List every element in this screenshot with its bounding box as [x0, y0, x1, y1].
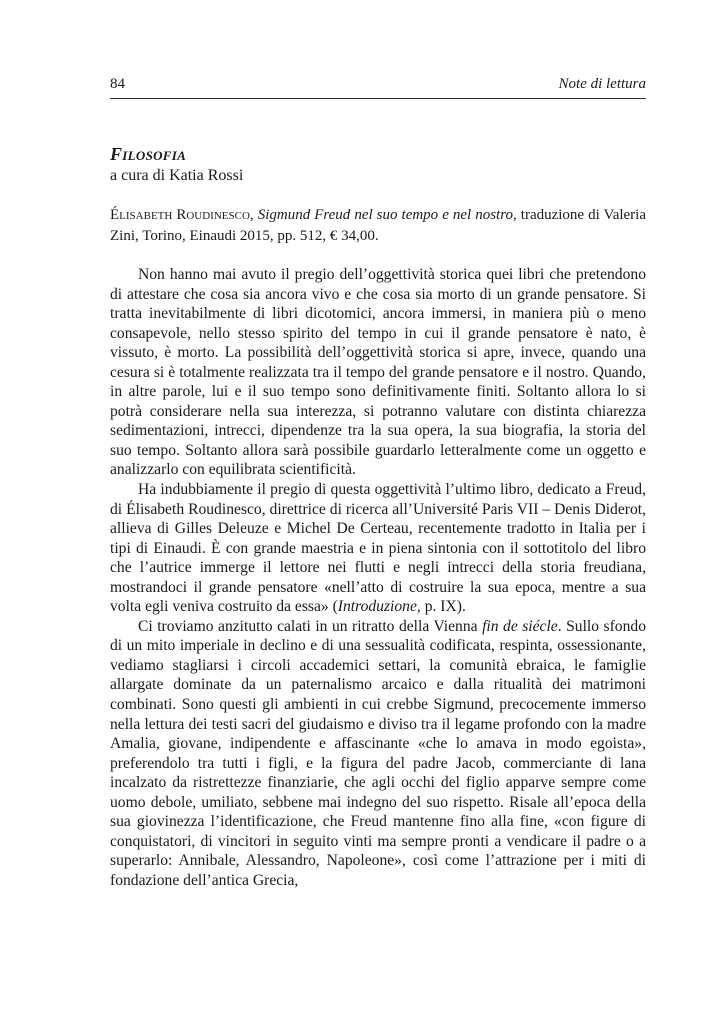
paragraph-2-text-b: , p. IX). — [416, 598, 466, 616]
biblio-separator: , — [249, 207, 258, 223]
paragraph-3 — [110, 617, 646, 891]
section-curator: a cura di Katia Rossi — [110, 167, 244, 184]
paragraph-2-text-a: Ha indubbiamente il pregio di questa oggettività l’ultimo libro, dedicato a Freud, di Élisabeth Roudinesco, direttrice di ricerca all’Université Paris VII – Denis Diderot, allieva di Gilles Deleuze e Michel De Certeau, recentemente tradotto in Italia per i tipi di Einaudi. È con grande maestria e in piena sintonia con il sottotitolo del libro che l’autrice immerge il lettore nei flutti e negli intrecci della storia freudiana, mostrandoci il grande pensatore «nell’atto di costruire la sua epoca, mentre a sua volta egli veniva costruito da essa» ( — [110, 481, 646, 616]
page-number: 84 — [110, 76, 125, 92]
bibliographic-entry — [110, 205, 646, 247]
page-content — [110, 143, 646, 891]
section-title: Filosofia — [110, 144, 187, 164]
paragraph-2 — [110, 480, 646, 617]
book-author: Élisabeth Roudinesco — [110, 207, 250, 223]
running-header — [110, 74, 646, 99]
paragraph-3-text-a: Ci troviamo anzitutto calati in un ritratto della Vienna — [138, 617, 483, 635]
book-title: Sigmund Freud nel suo tempo e nel nostro — [257, 207, 514, 223]
paragraph-1: Non hanno mai avuto il pregio dell’oggettività storica quei libri che pretendono di attestare che cosa sia ancora vivo e che cosa sia morto di un grande pensatore. Si tratta inevitabilmente di libri dicotomici, ancora immersi, in maniera più o meno consapevole, nello stesso spirito del tempo in cui il grande pensatore è nato, è vissuto, è morto. La possibilità dell’oggettività storica si apre, invece, quando una cesura si è totalmente realizzata tra il tempo del grande pensatore e il nostro. Quando, in altre parole, lui e il suo tempo sono definitivamente finiti. Soltanto allora lo si potrà considerare nella sua interezza, si potranno valutare con distinta chiarezza sedimentazioni, intrecci, dipendenze tra la sua opera, la sua biografia, la storia del suo tempo. Soltanto allora sarà possibile guardarlo letteralmente come un oggetto e analizzarlo con equilibrata scientificità. — [110, 266, 646, 479]
publication-details: , traduzione di Valeria Zini, Torino, Einaudi 2015, pp. 512, € 34,00. — [110, 207, 646, 244]
running-title: Note di lettura — [558, 76, 646, 92]
paragraph-2-italic: Introduzione — [337, 598, 417, 616]
paragraph-3-italic: fin de siécle — [482, 617, 558, 635]
paragraph-3-text-b: . Sullo sfondo di un mito imperiale in declino e di una sessualità codificata, respinta, ossessionante, vediamo stagliarsi i circoli accademici settari, la comunità ebraica, le famiglie allargate dominate da un paternalismo arcaico e dalla ritualità dei matrimoni combinati. Sono questi gli ambienti in cui crebbe Sigmund, precocemente immerso nella lettura dei testi sacri del giudaismo e diviso tra il legame profondo con la madre Amalia, giovane, indipendente e affascinante «che lo amava in modo egoista», preferendolo tra tutti i figli, e la figura del padre Jacob, commerciante di lana incalzato da ristrettezze finanziarie, che agli occhi del figlio apparve sempre come uomo debole, umiliato, sebbene mai indegno del suo rispetto. Risale all’epoca della sua giovinezza l’identificazione, che Freud mantenne fino alla fine, «con figure di conquistatori, di vincitori in seguito vinti ma sempre pronti a vendicare il padre o a superarlo: Annibale, Alessandro, Napoleone», così come l’attrazione per i miti di fondazione dell’antica Grecia, — [110, 617, 646, 889]
